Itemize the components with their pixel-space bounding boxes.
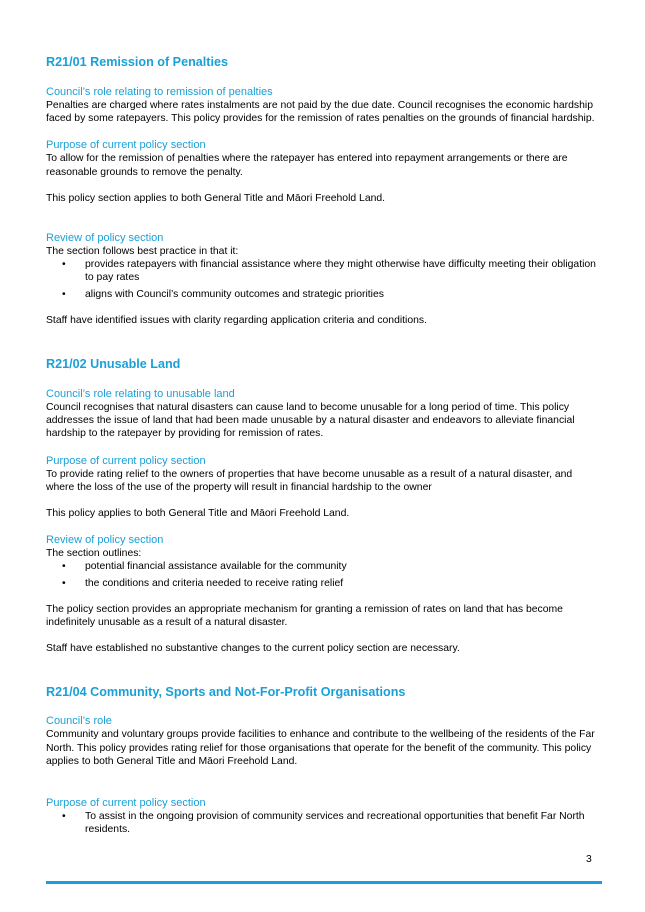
paragraph: The section outlines: — [46, 548, 142, 560]
list-item: • the conditions and criteria needed to receive rating relief — [46, 577, 602, 590]
list-item: • aligns with Council’s community outcomes and strategic priorities — [46, 288, 602, 301]
subsection-heading: Purpose of current policy section — [46, 454, 206, 467]
list-item: • provides ratepayers with financial assistance where they might otherwise have difficulty meeting their obligation to pay rates — [46, 258, 602, 284]
list-item: • To assist in the ongoing provision of community services and recreational opportunities that benefit Far North residents. — [46, 810, 602, 836]
page-number: 3 — [586, 854, 592, 865]
section-title-unusable-land: R21/02 Unusable Land — [46, 357, 181, 372]
document-page — [46, 55, 602, 836]
paragraph: Staff have identified issues with clarity regarding application criteria and conditions. — [46, 314, 428, 326]
subsection-heading: Council’s role — [46, 715, 112, 728]
paragraph: Staff have established no substantive changes to the current policy section are necessary. — [46, 643, 460, 655]
paragraph: Penalties are charged where rates instalments are not paid by the due date. Council recognises the economic hardship faced by some ratepayers. This policy provides for the remission of rates penalties on the grounds of financial hardship. — [46, 100, 595, 125]
paragraph: To provide rating relief to the owners of properties that have become unusable as a result of a natural disaster, and where the loss of the use of the property will result in financial hardship to the owner — [46, 468, 573, 493]
paragraph: This policy applies to both General Title and Māori Freehold Land. — [46, 508, 350, 520]
section-title-remission-of-penalties: R21/01 Remission of Penalties — [46, 55, 228, 69]
paragraph: The section follows best practice in that it: — [46, 246, 239, 258]
footer-rule — [46, 881, 602, 884]
bullet-list — [46, 560, 602, 589]
subsection-heading: Purpose of current policy section — [46, 797, 206, 810]
bullet-list — [46, 258, 602, 301]
subsection-heading: Review of policy section — [46, 232, 164, 245]
paragraph: This policy section applies to both General Title and Māori Freehold Land. — [46, 192, 386, 204]
paragraph: Community and voluntary groups provide facilities to enhance and contribute to the wellbeing of the residents of the Far North. This policy provides rating relief for those organisations that operate for the benefit of the community. This policy applies to both General Title and Māori Freehold Land. — [46, 729, 595, 767]
paragraph: To allow for the remission of penalties where the ratepayer has entered into repayment arrangements or there are reasonable grounds to remove the penalty. — [46, 153, 568, 178]
subsection-heading: Review of policy section — [46, 534, 164, 547]
subsection-heading: Council’s role relating to remission of penalties — [46, 86, 273, 98]
paragraph: The policy section provides an appropriate mechanism for granting a remission of rates on land that has become indefinitely unusable as a result of a natural disaster. — [46, 603, 563, 629]
section-title-community-organisations: R21/04 Community, Sports and Not-For-Profit Organisations — [46, 685, 406, 700]
list-item: • potential financial assistance available for the community — [46, 560, 602, 573]
subsection-heading: Purpose of current policy section — [46, 139, 206, 152]
bullet-list — [46, 810, 602, 836]
paragraph: Council recognises that natural disasters can cause land to become unusable for a long period of time. This policy addresses the issue of land that had been made unusable by a natural disaster and endeavors to alleviate financial hardship to the ratepayer by providing for remission of rates. — [46, 402, 575, 440]
subsection-heading: Council’s role relating to unusable land — [46, 388, 235, 401]
